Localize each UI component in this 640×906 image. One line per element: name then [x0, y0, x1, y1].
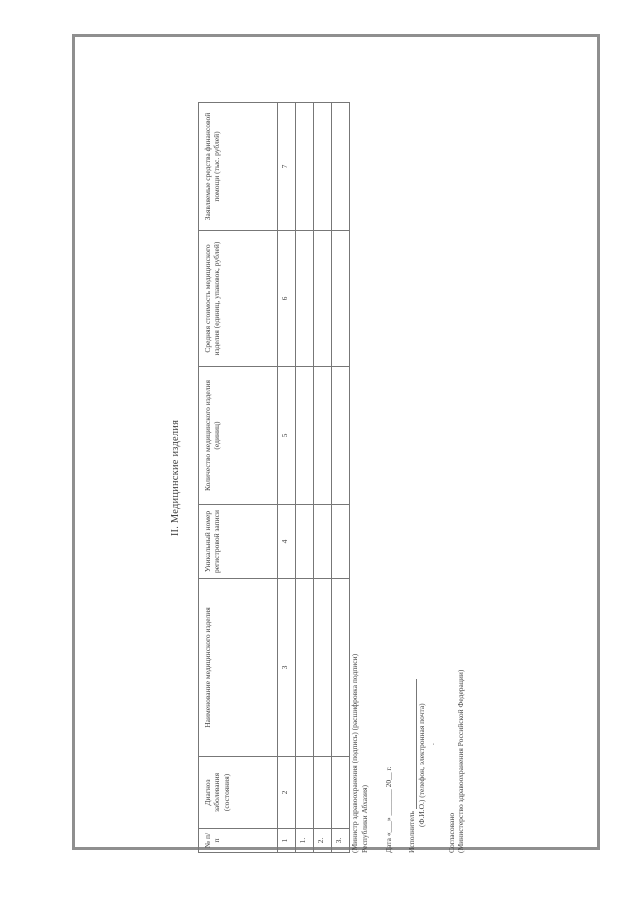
agreed-label: Согласовано: [446, 812, 456, 853]
header-cell-requested-funds: Заявляемые средства финансовой помощи (тыс. рублей): [199, 103, 278, 231]
executor-line: [407, 103, 417, 853]
table-cell: [296, 505, 314, 579]
column-number: 3: [278, 579, 296, 757]
row-number: 1.: [296, 829, 314, 853]
rotated-content: [170, 103, 530, 853]
table-cell: [332, 103, 350, 231]
executor-signature-line: [408, 679, 417, 809]
medical-devices-table: [198, 102, 350, 853]
table-cell: [332, 367, 350, 505]
table-row: [332, 103, 350, 853]
header-cell-average-cost: Средняя стоимость медицинского изделия (единиц, упаковок, рублей): [199, 231, 278, 367]
header-cell-device-name: Наименование медицинского изделия: [199, 579, 278, 757]
date-line: Дата «___» _______ 20__ г.: [383, 766, 393, 853]
table-header-row: [199, 103, 278, 853]
table-cell: [332, 231, 350, 367]
executor-label: Исполнитель: [407, 811, 417, 853]
column-number: 4: [278, 505, 296, 579]
minister-signature-caption: (Министр здравоохранения (подпись) (расшифровка подписи): [350, 653, 359, 853]
table-cell: [314, 505, 332, 579]
header-cell-diagnosis: Диагноз заболевания (состояния): [199, 757, 278, 829]
table-cell: [314, 367, 332, 505]
table-row: [314, 103, 332, 853]
table-cell: [332, 579, 350, 757]
column-numbers-row: [278, 103, 296, 853]
column-number: 1: [278, 829, 296, 853]
header-cell-quantity: Количество медицинского изделия (единиц): [199, 367, 278, 505]
header-cell-number: № п/п: [199, 829, 278, 853]
column-number: 2: [278, 757, 296, 829]
row-number: 3.: [332, 829, 350, 853]
column-number: 6: [278, 231, 296, 367]
table-cell: [314, 231, 332, 367]
section-title: II. Медицинские изделия: [170, 419, 181, 537]
table-cell: [296, 757, 314, 829]
table-cell: [296, 103, 314, 231]
table-cell: [296, 231, 314, 367]
table-cell: [332, 757, 350, 829]
executor-caption: (Ф.И.О.) (телефон, электронная почта): [417, 703, 426, 827]
row-number: 2.: [314, 829, 332, 853]
table-cell: [314, 579, 332, 757]
table-cell: [314, 103, 332, 231]
table-cell: [332, 505, 350, 579]
table-cell: [296, 367, 314, 505]
header-cell-registry-number: Уникальный номер регистровой записи: [199, 505, 278, 579]
column-number: 7: [278, 103, 296, 231]
dot-mark: .: [426, 743, 436, 745]
table-cell: [296, 579, 314, 757]
signature-block: [350, 103, 466, 853]
minister-signature-caption-cont: Республики Абхазия): [359, 785, 369, 853]
table-cell: [314, 757, 332, 829]
column-number: 5: [278, 367, 296, 505]
page-frame: [72, 34, 600, 853]
table-row: [296, 103, 314, 853]
ministry-rf-caption: (Министерство здравоохранения Российской Федерации): [456, 669, 466, 853]
